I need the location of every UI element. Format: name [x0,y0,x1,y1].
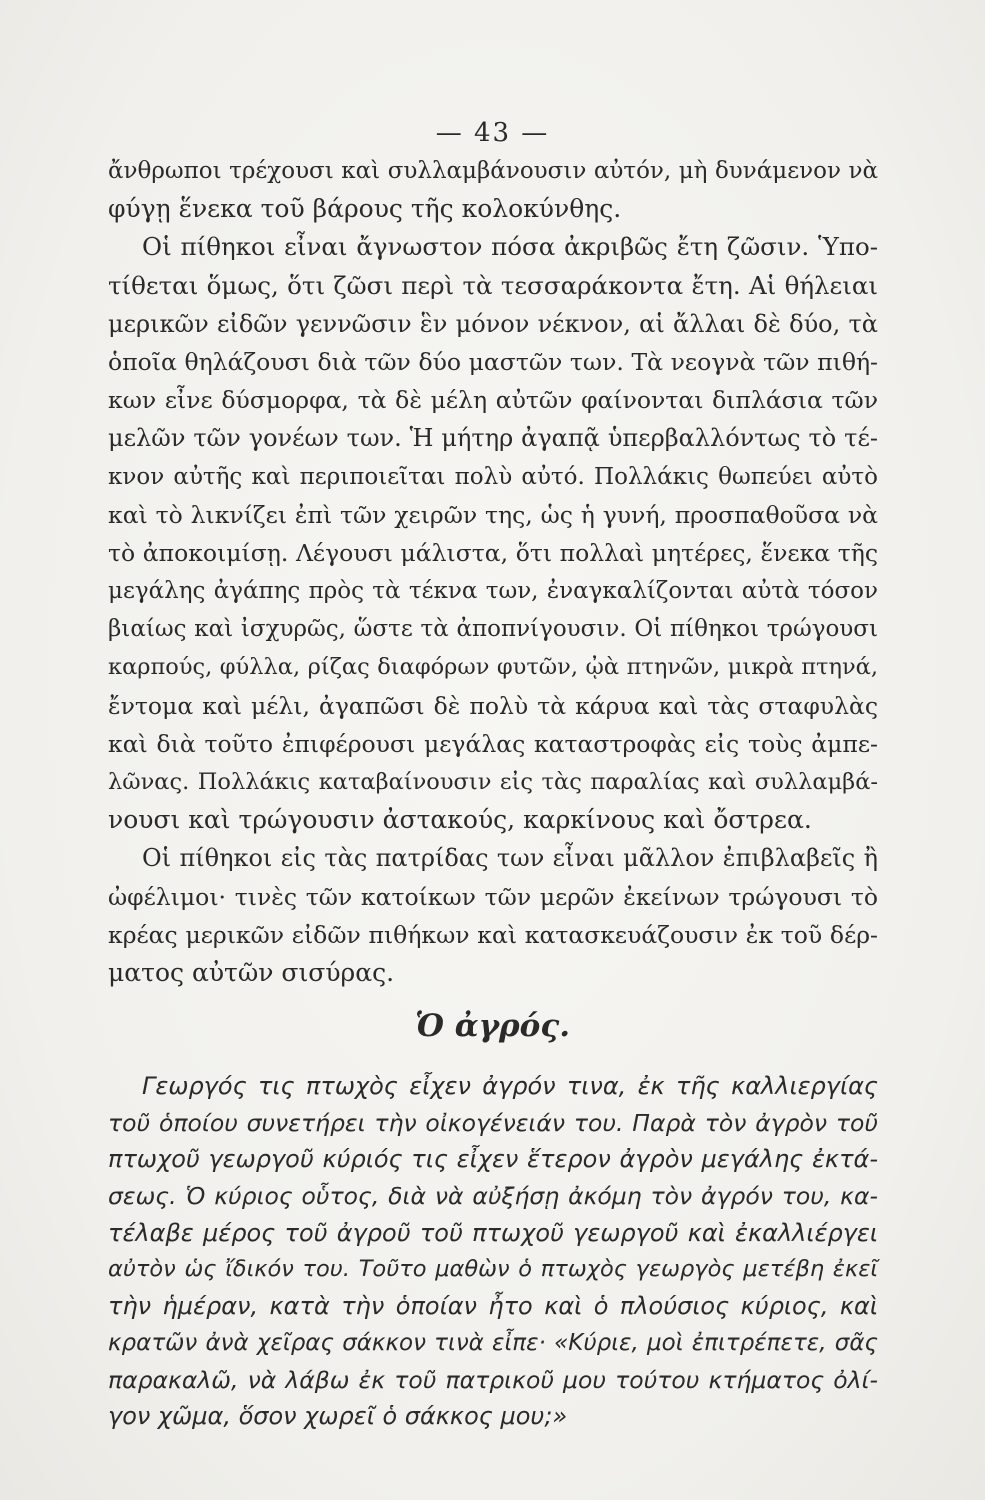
text-line: τοῦ ὁποίου συνετήρει τὴν οἰκογένειάν του. Παρὰ τὸν ἀγρὸν τοῦ [108,1108,878,1137]
text-line: μελῶν τῶν γονέων των. Ἡ μήτηρ ἀγαπᾷ ὑπερβαλλόντως τὸ τέ- [108,424,878,453]
text-line: τὸ ἀποκοιμίσῃ. Λέγουσι μάλιστα, ὅτι πολλαὶ μητέρες, ἕνεκα τῆς [108,538,878,567]
text-line: τὴν ἡμέραν, κατὰ τὴν ὁποίαν ἦτο καὶ ὁ πλούσιος κύριος, καὶ [108,1292,878,1321]
text-line: ἔντομα καὶ μέλι, ἀγαπῶσι δὲ πολὺ τὰ κάρυα καὶ τὰς σταφυλὰς [108,691,878,720]
text-line: ματος αὐτῶν σισύρας. [108,957,395,987]
text-line: καρπούς, φύλλα, ρίζας διαφόρων φυτῶν, ᾠὰ πτηνῶν, μικρὰ πτηνά, [108,654,878,681]
text-line: νουσι καὶ τρώγουσιν ἀστακούς, καρκίνους καὶ ὄστρεα. [108,805,812,835]
text-line: Οἱ πίθηκοι εἰς τὰς πατρίδας των εἶναι μᾶλλον ἐπιβλαβεῖς ἢ [142,844,878,873]
text-line: κρέας μερικῶν εἰδῶν πιθήκων καὶ κατασκευάζουσιν ἐκ τοῦ δέρ- [108,920,878,949]
page-number: — 43 — [435,118,550,148]
text-line: Γεωργός τις πτωχὸς εἶχεν ἀγρόν τινα, ἐκ τῆς καλλιεργίας [142,1072,878,1100]
text-line: καὶ τὸ λικνίζει ἐπὶ τῶν χειρῶν της, ὡς ἡ γυνή, προσπαθοῦσα νὰ [108,500,878,529]
text-line: φύγῃ ἕνεκα τοῦ βάρους τῆς κολοκύνθης. [108,194,622,224]
text-section-field [108,1068,878,1435]
text-line: παρακαλῶ, νὰ λάβω ἐκ τοῦ πατρικοῦ μου τούτου κτήματος ὀλί- [108,1365,878,1394]
text-line: πτωχοῦ γεωργοῦ κύριός τις εἶχεν ἕτερον ἀγρὸν μεγάλης ἐκτά- [108,1145,878,1174]
text-line: βιαίως καὶ ἰσχυρῶς, ὥστε τὰ ἀποπνίγουσιν. Οἱ πίθηκοι τρώγουσι [108,616,878,643]
text-line: κνον αὐτῆς καὶ περιποιεῖται πολὺ αὐτό. Πολλάκις θωπεύει αὐτὸ [108,463,878,490]
text-line: κων εἶνε δύσμορφα, τὰ δὲ μέλη αὐτῶν φαίνονται διπλάσια τῶν [108,386,878,415]
text-line: μεγάλης ἀγάπης πρὸς τὰ τέκνα των, ἐναγκαλίζονται αὐτὰ τόσον [108,578,878,605]
text-line: τέλαβε μέρος τοῦ ἀγροῦ τοῦ πτωχοῦ γεωργοῦ καὶ ἐκαλλιέργει [108,1218,878,1247]
text-line: καὶ διὰ τοῦτο ἐπιφέρουσι μεγάλας καταστροφὰς εἰς τοὺς ἀμπε- [108,729,878,758]
text-line: ὁποῖα θηλάζουσι διὰ τῶν δύο μαστῶν των. Τὰ νεογνὰ τῶν πιθή- [108,347,878,376]
text-line: σεως. Ὁ κύριος οὗτος, διὰ νὰ αὐξήσῃ ἀκόμη τὸν ἀγρόν του, κα- [108,1182,878,1211]
text-line: Οἱ πίθηκοι εἶναι ἄγνωστον πόσα ἀκριβῶς ἔτη ζῶσιν. Ὑπο- [142,232,878,262]
text-line: τίθεται ὅμως, ὅτι ζῶσι περὶ τὰ τεσσαράκοντα ἔτη. Αἱ θήλειαι [108,270,878,300]
text-line: μερικῶν εἰδῶν γεννῶσιν ἓν μόνον νέκνον, αἱ ἄλλαι δὲ δύο, τὰ [108,309,878,338]
section-title: Ὁ ἀγρός. [414,1008,571,1044]
text-line: γον χῶμα, ὅσον χωρεῖ ὁ σάκκος μου;» [108,1402,568,1431]
text-line: ἄνθρωποι τρέχουσι καὶ συλλαμβάνουσιν αὐτόν, μὴ δυνάμενον νὰ [108,158,878,184]
text-line: λῶνας. Πολλάκις καταβαίνουσιν εἰς τὰς παραλίας καὶ συλλαμβά- [108,769,878,795]
text-section-monkeys [108,152,878,992]
text-line: ὠφέλιμοι· τινὲς τῶν κατοίκων τῶν μερῶν ἐκείνων τρώγουσι τὸ [108,882,878,911]
text-line: αὐτὸν ὡς ἴδικόν του. Τοῦτο μαθὼν ὁ πτωχὸς γεωργὸς μετέβη ἐκεῖ [108,1256,878,1283]
text-line: κρατῶν ἀνὰ χεῖρας σάκκον τινὰ εἶπε· «Κύριε, μοὶ ἐπιτρέπετε, σᾶς [108,1329,878,1356]
